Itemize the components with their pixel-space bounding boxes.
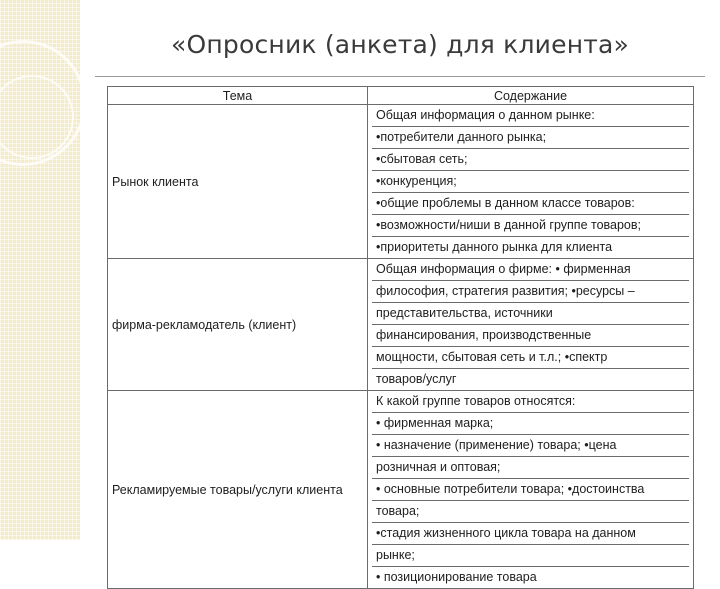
- topic-cell: Рынок клиента: [108, 105, 368, 259]
- content-line: мощности, сбытовая сеть и т.л.; •спектр: [372, 347, 689, 369]
- content-line: •приоритеты данного рынка для клиента: [376, 240, 613, 254]
- content-line: философия, стратегия развития; •ресурсы –: [372, 281, 689, 303]
- content-cell: [368, 391, 694, 589]
- content-line: •потребители данного рынка;: [372, 127, 689, 149]
- table-row: [108, 391, 694, 589]
- header-topic: Тема: [108, 87, 368, 105]
- content-cell: [368, 105, 694, 259]
- title-divider: [95, 76, 705, 77]
- content-line: •конкуренция;: [372, 171, 689, 193]
- content-line: • назначение (применение) товара; •цена: [372, 435, 689, 457]
- content-line: •общие проблемы в данном классе товаров:: [372, 193, 689, 215]
- content-cell: [368, 259, 694, 391]
- questionnaire-table: [107, 86, 694, 589]
- content-line: розничная и оптовая;: [372, 457, 689, 479]
- content-line: • фирменная марка;: [372, 413, 689, 435]
- content-line: Общая информация о фирме: • фирменная: [372, 259, 689, 281]
- content-line: товара;: [372, 501, 689, 523]
- content-line: • позиционирование товара: [376, 570, 537, 584]
- decorative-side-strip: [0, 0, 80, 540]
- topic-cell: фирма-рекламодатель (клиент): [108, 259, 368, 391]
- content-line: К какой группе товаров относятся:: [372, 391, 689, 413]
- content-line: рынке;: [372, 545, 689, 567]
- content-line: •сбытовая сеть;: [372, 149, 689, 171]
- content-line: •стадия жизненного цикла товара на данном: [372, 523, 689, 545]
- slide-title: «Опросник (анкета) для клиента»: [170, 30, 630, 59]
- content-line: финансирования, производственные: [372, 325, 689, 347]
- content-line: Общая информация о данном рынке:: [372, 105, 689, 127]
- topic-cell: Рекламируемые товары/услуги клиента: [108, 391, 368, 589]
- table-header-row: [108, 87, 694, 105]
- table-row: [108, 259, 694, 391]
- content-line: товаров/услуг: [376, 372, 457, 386]
- content-line: •возможности/ниши в данной группе товаров;: [372, 215, 689, 237]
- content-line: представительства, источники: [372, 303, 689, 325]
- header-content: Содержание: [368, 87, 694, 105]
- content-line: • основные потребители товара; •достоинства: [372, 479, 689, 501]
- table-row: [108, 105, 694, 259]
